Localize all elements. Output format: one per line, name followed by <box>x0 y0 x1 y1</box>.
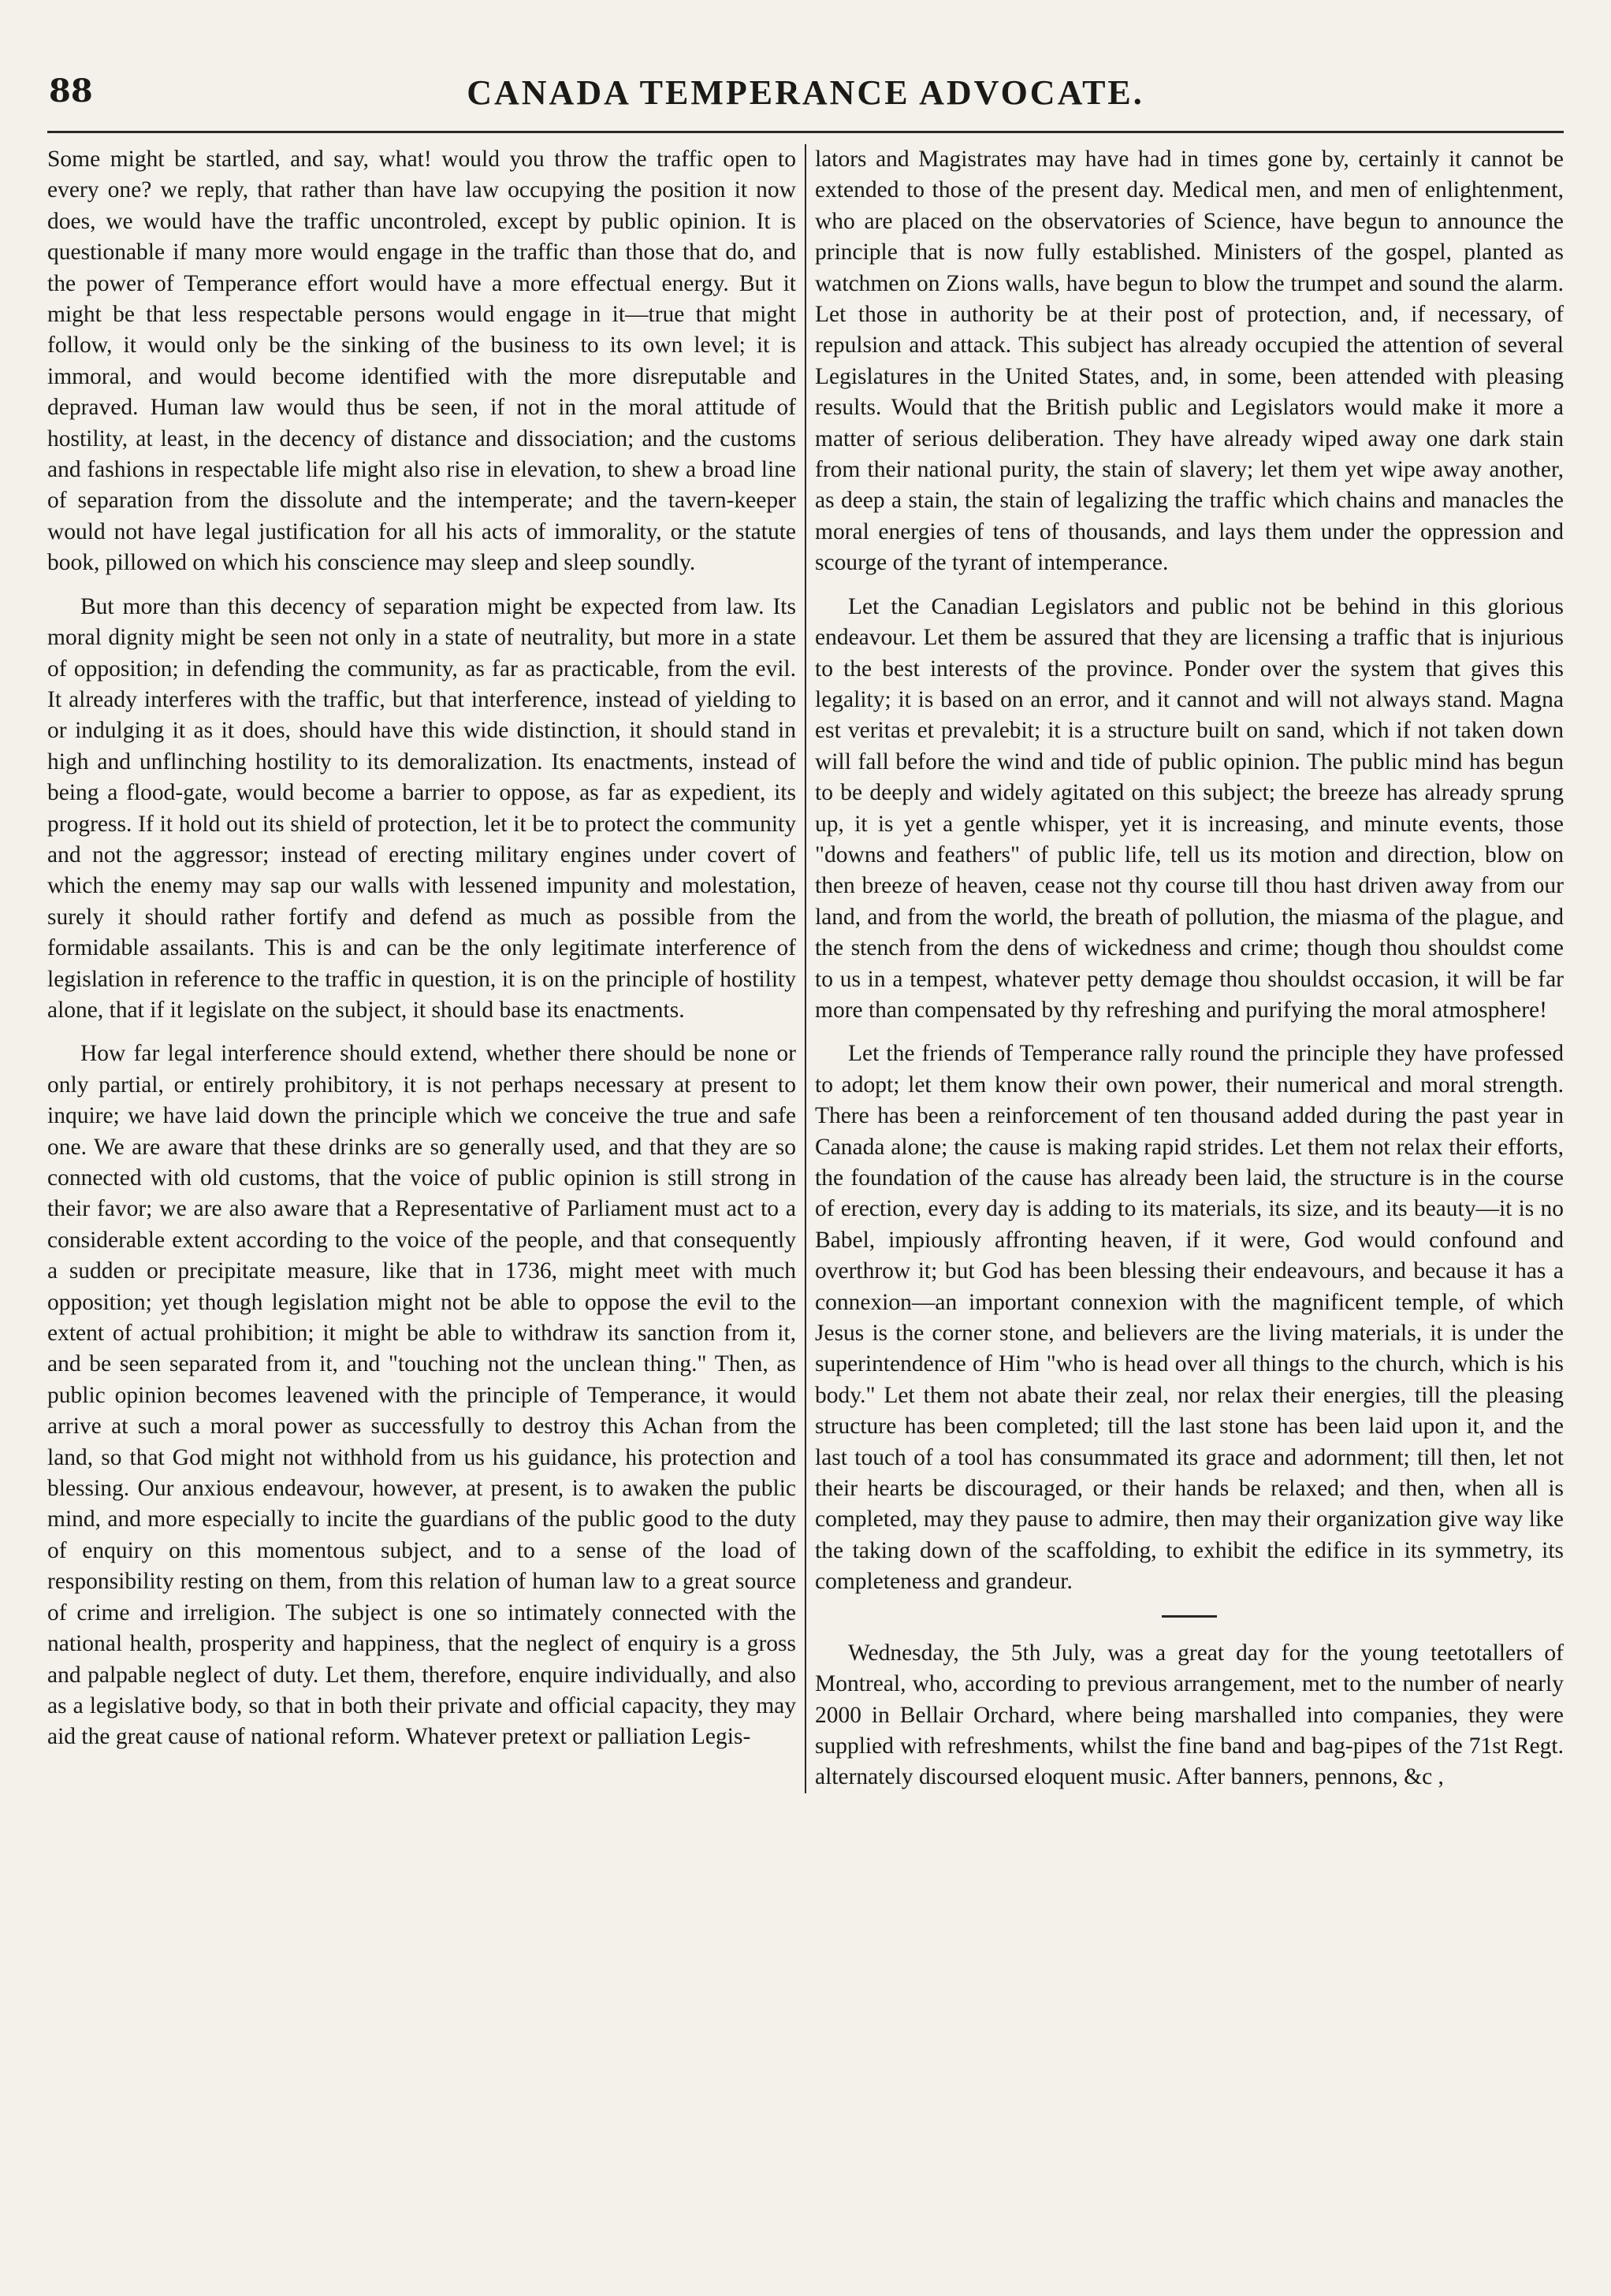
paragraph: Let the Canadian Legislators and public not be behind in this glorious endeavour. Let them be assured that they are licensing a traffic that is injurious to the best interests of the province. Ponder over the system that gives this legality; it is based on an error, and it cannot and will not always stand. Magna est veritas et prevalebit; it is a structure built on sand, which if not taken down will fall before the wind and tide of public opinion. The public mind has begun to be deeply and widely agitated on this subject; the breeze has already sprung up, it is yet a gentle whisper, yet it is increasing, and minute events, those "downs and feathers" of public life, tell us its motion and direction, blow on then breeze of heaven, cease not thy course till thou hast driven away from our land, and from the world, the breath of pollution, the miasma of the plague, and the stench from the dens of wickedness and crime; though thou shouldst come to us in a tempest, whatever petty demage thou shouldst occasion, it will be far more than compensated by thy refreshing and purifying the moral atmosphere! <box>815 593 1564 1023</box>
article-columns <box>47 144 1564 1793</box>
journal-title: CANADA TEMPERANCE ADVOCATE. <box>467 73 1144 112</box>
section-separator <box>1162 1615 1217 1618</box>
paragraph: lators and Magistrates may have had in times gone by, certainly it cannot be extended to those of the present day. Medical men, and men of enlightenment, who are placed on the observatories of Science, have begun to announce the principle that is now fully established. Ministers of the gospel, planted as watchmen on Zions walls, have begun to blow the trumpet and sound the alarm. Let those in authority be at their post of protection, and, if necessary, of repulsion and attack. This subject has already occupied the attention of several Legislatures in the United States, and, in some, been attended with pleasing results. Would that the British public and Legislators would make it more a matter of serious deliberation. They have already wiped away one dark stain from their national purity, the stain of slavery; let them yet wipe away another, as deep a stain, the stain of legalizing the traffic which chains and manacles the moral energies of tens of thousands, and lays them under the oppression and scourge of the tyrant of intemperance. <box>815 147 1564 576</box>
paragraph: Wednesday, the 5th July, was a great day for the young teetotallers of Montreal, who, according to previous arrangement, met to the number of nearly 2000 in Bellair Orchard, where being marshalled into companies, they were supplied with refreshments, whilst the fine band and bag-pipes of the 71st Regt. alternately discoursed eloquent music. After banners, pennons, &c , <box>815 1640 1564 1790</box>
page-number: 88 <box>49 72 93 110</box>
page-header <box>47 69 1564 133</box>
paragraph: Let the friends of Temperance rally round the principle they have professed to adopt; let them know their own power, their numerical and moral strength. There has been a reinforcement of ten thousand added during the past year in Canada alone; the cause is making rapid strides. Let them not relax their efforts, the foundation of the cause has already been laid, the structure is in the course of erection, every day is adding to its materials, its size, and its beauty—it is no Babel, impiously affronting heaven, if it were, God would confound and overthrow it; but God has been blessing their endeavours, and because it has a connexion—an important connexion with the magnificent temple, of which Jesus is the corner stone, and believers are the living materials, it is under the superintendence of Him "who is head over all things to the church, which is his body." Let them not abate their zeal, nor relax their energies, till the pleasing structure has been completed; till the last stone has been laid upon it, and the last touch of a tool has consummated its grace and adornment; till then, let not their hearts be discouraged, or their hands be relaxed; and then, when all is completed, may they pause to admire, then may their organization give way like the taking down of the scaffolding, to exhibit the edifice in its symmetry, its completeness and grandeur. <box>815 1041 1564 1595</box>
left-column <box>47 144 796 1793</box>
paragraph: But more than this decency of separation might be expected from law. Its moral dignity might be seen not only in a state of neutrality, but more in a state of opposition; in defending the community, as far as practicable, from the evil. It already interferes with the traffic, but that interference, instead of yielding to or indulging it as it does, should have this wide distinction, it should stand in high and unflinching hostility to its demoralization. Its enactments, instead of being a flood-gate, would become a barrier to oppose, as far as expedient, its progress. If it hold out its shield of protection, let it be to protect the community and not the aggressor; instead of erecting military engines under covert of which the enemy may sap our walls with lessened impunity and molestation, surely it should rather fortify and defend as much as possible from the formidable assailants. This is and can be the only legitimate interference of legislation in reference to the traffic in question, it is on the principle of hostility alone, that if it legislate on the subject, it should base its enactments. <box>47 593 796 1023</box>
column-rule <box>805 144 806 1793</box>
right-column <box>815 144 1564 1793</box>
paragraph: Some might be startled, and say, what! would you throw the traffic open to every one? we reply, that rather than have law occupying the position it now does, we would have the traffic uncontroled, except by public opinion. It is questionable if many more would engage in the traffic than those that do, and the power of Temperance effort would have a more effectual energy. But it might be that less respectable persons would engage in it—true that might follow, it would only be the sinking of the business to its own level; it is immoral, and would become identified with the more disreputable and depraved. Human law would thus be seen, if not in the moral attitude of hostility, at least, in the decency of distance and dissociation; and the customs and fashions in respectable life might also rise in elevation, to shew a broad line of separation from the dissolute and the intemperate; and the tavern-keeper would not have legal justification for all his acts of immorality, or the statute book, pillowed on which his conscience may sleep and sleep soundly. <box>47 147 796 576</box>
paragraph: How far legal interference should extend, whether there should be none or only partial, or entirely prohibitory, it is not perhaps necessary at present to inquire; we have laid down the principle which we conceive the true and safe one. We are aware that these drinks are so generally used, and that they are so connected with old customs, that the voice of public opinion is still strong in their favor; we are also aware that a Representative of Parliament must act to a considerable extent according to the voice of the people, and that consequently a sudden or precipitate measure, like that in 1736, might meet with much opposition; yet though legislation might not be able to oppose the evil to the extent of actual prohibition; it might be able to withdraw its sanction from it, and be seen separated from it, and "touching not the unclean thing." Then, as public opinion becomes leavened with the principle of Temperance, it would arrive at such a moral power as successfully to destroy this Achan from the land, so that God might not withhold from us his guidance, his protection and blessing. Our anxious endeavour, however, at present, is to awaken the public mind, and more especially to incite the guardians of the public good to the duty of enquiry on this momentous subject, and to a sense of the load of responsibility resting on them, from this relation of human law to a great source of crime and irreligion. The subject is one so intimately connected with the national health, prosperity and happiness, that the neglect of enquiry is a gross and palpable neglect of duty. Let them, therefore, enquire individually, and also as a legislative body, so that in both their private and official capacity, they may aid the great cause of national reform. Whatever pretext or palliation Legis- <box>47 1041 796 1750</box>
